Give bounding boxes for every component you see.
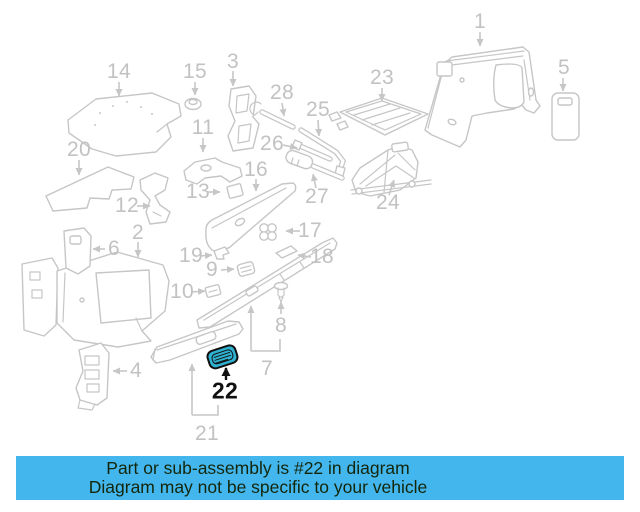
part-label-10: 10 bbox=[170, 280, 194, 303]
part-label-16: 16 bbox=[244, 158, 268, 181]
part-label-13: 13 bbox=[186, 180, 210, 203]
part-label-11: 11 bbox=[191, 116, 215, 139]
part-label-3: 3 bbox=[227, 50, 239, 73]
part-label-2: 2 bbox=[132, 221, 144, 244]
part-label-25: 25 bbox=[306, 98, 330, 121]
part-label-21: 21 bbox=[195, 422, 219, 445]
info-banner bbox=[16, 456, 624, 500]
part-label-9: 9 bbox=[206, 258, 218, 281]
part-label-6: 6 bbox=[108, 237, 120, 260]
part-label-5: 5 bbox=[558, 56, 570, 79]
part-label-20: 20 bbox=[67, 138, 91, 161]
part-label-8: 8 bbox=[275, 314, 287, 337]
part-label-27: 27 bbox=[305, 185, 329, 208]
part-label-17: 17 bbox=[298, 219, 322, 242]
banner-line-1: Part or sub-assembly is #22 in diagram bbox=[106, 458, 410, 478]
part-label-12: 12 bbox=[115, 194, 139, 217]
part-label-7: 7 bbox=[261, 357, 273, 380]
part-label-22[interactable]: 22 bbox=[211, 377, 239, 404]
part-label-26: 26 bbox=[260, 132, 284, 155]
part-label-23: 23 bbox=[370, 66, 394, 89]
banner-line-2: Diagram may not be specific to your vehicle bbox=[88, 477, 428, 497]
part-label-28: 28 bbox=[270, 81, 294, 104]
part-label-24: 24 bbox=[376, 191, 400, 214]
part-label-14: 14 bbox=[107, 60, 131, 83]
part-label-4: 4 bbox=[130, 359, 142, 382]
part-label-1: 1 bbox=[474, 10, 486, 33]
part-label-15: 15 bbox=[183, 60, 207, 83]
part-label-19: 19 bbox=[179, 244, 203, 267]
info-banner-text bbox=[16, 459, 500, 497]
part-label-18: 18 bbox=[310, 245, 334, 268]
